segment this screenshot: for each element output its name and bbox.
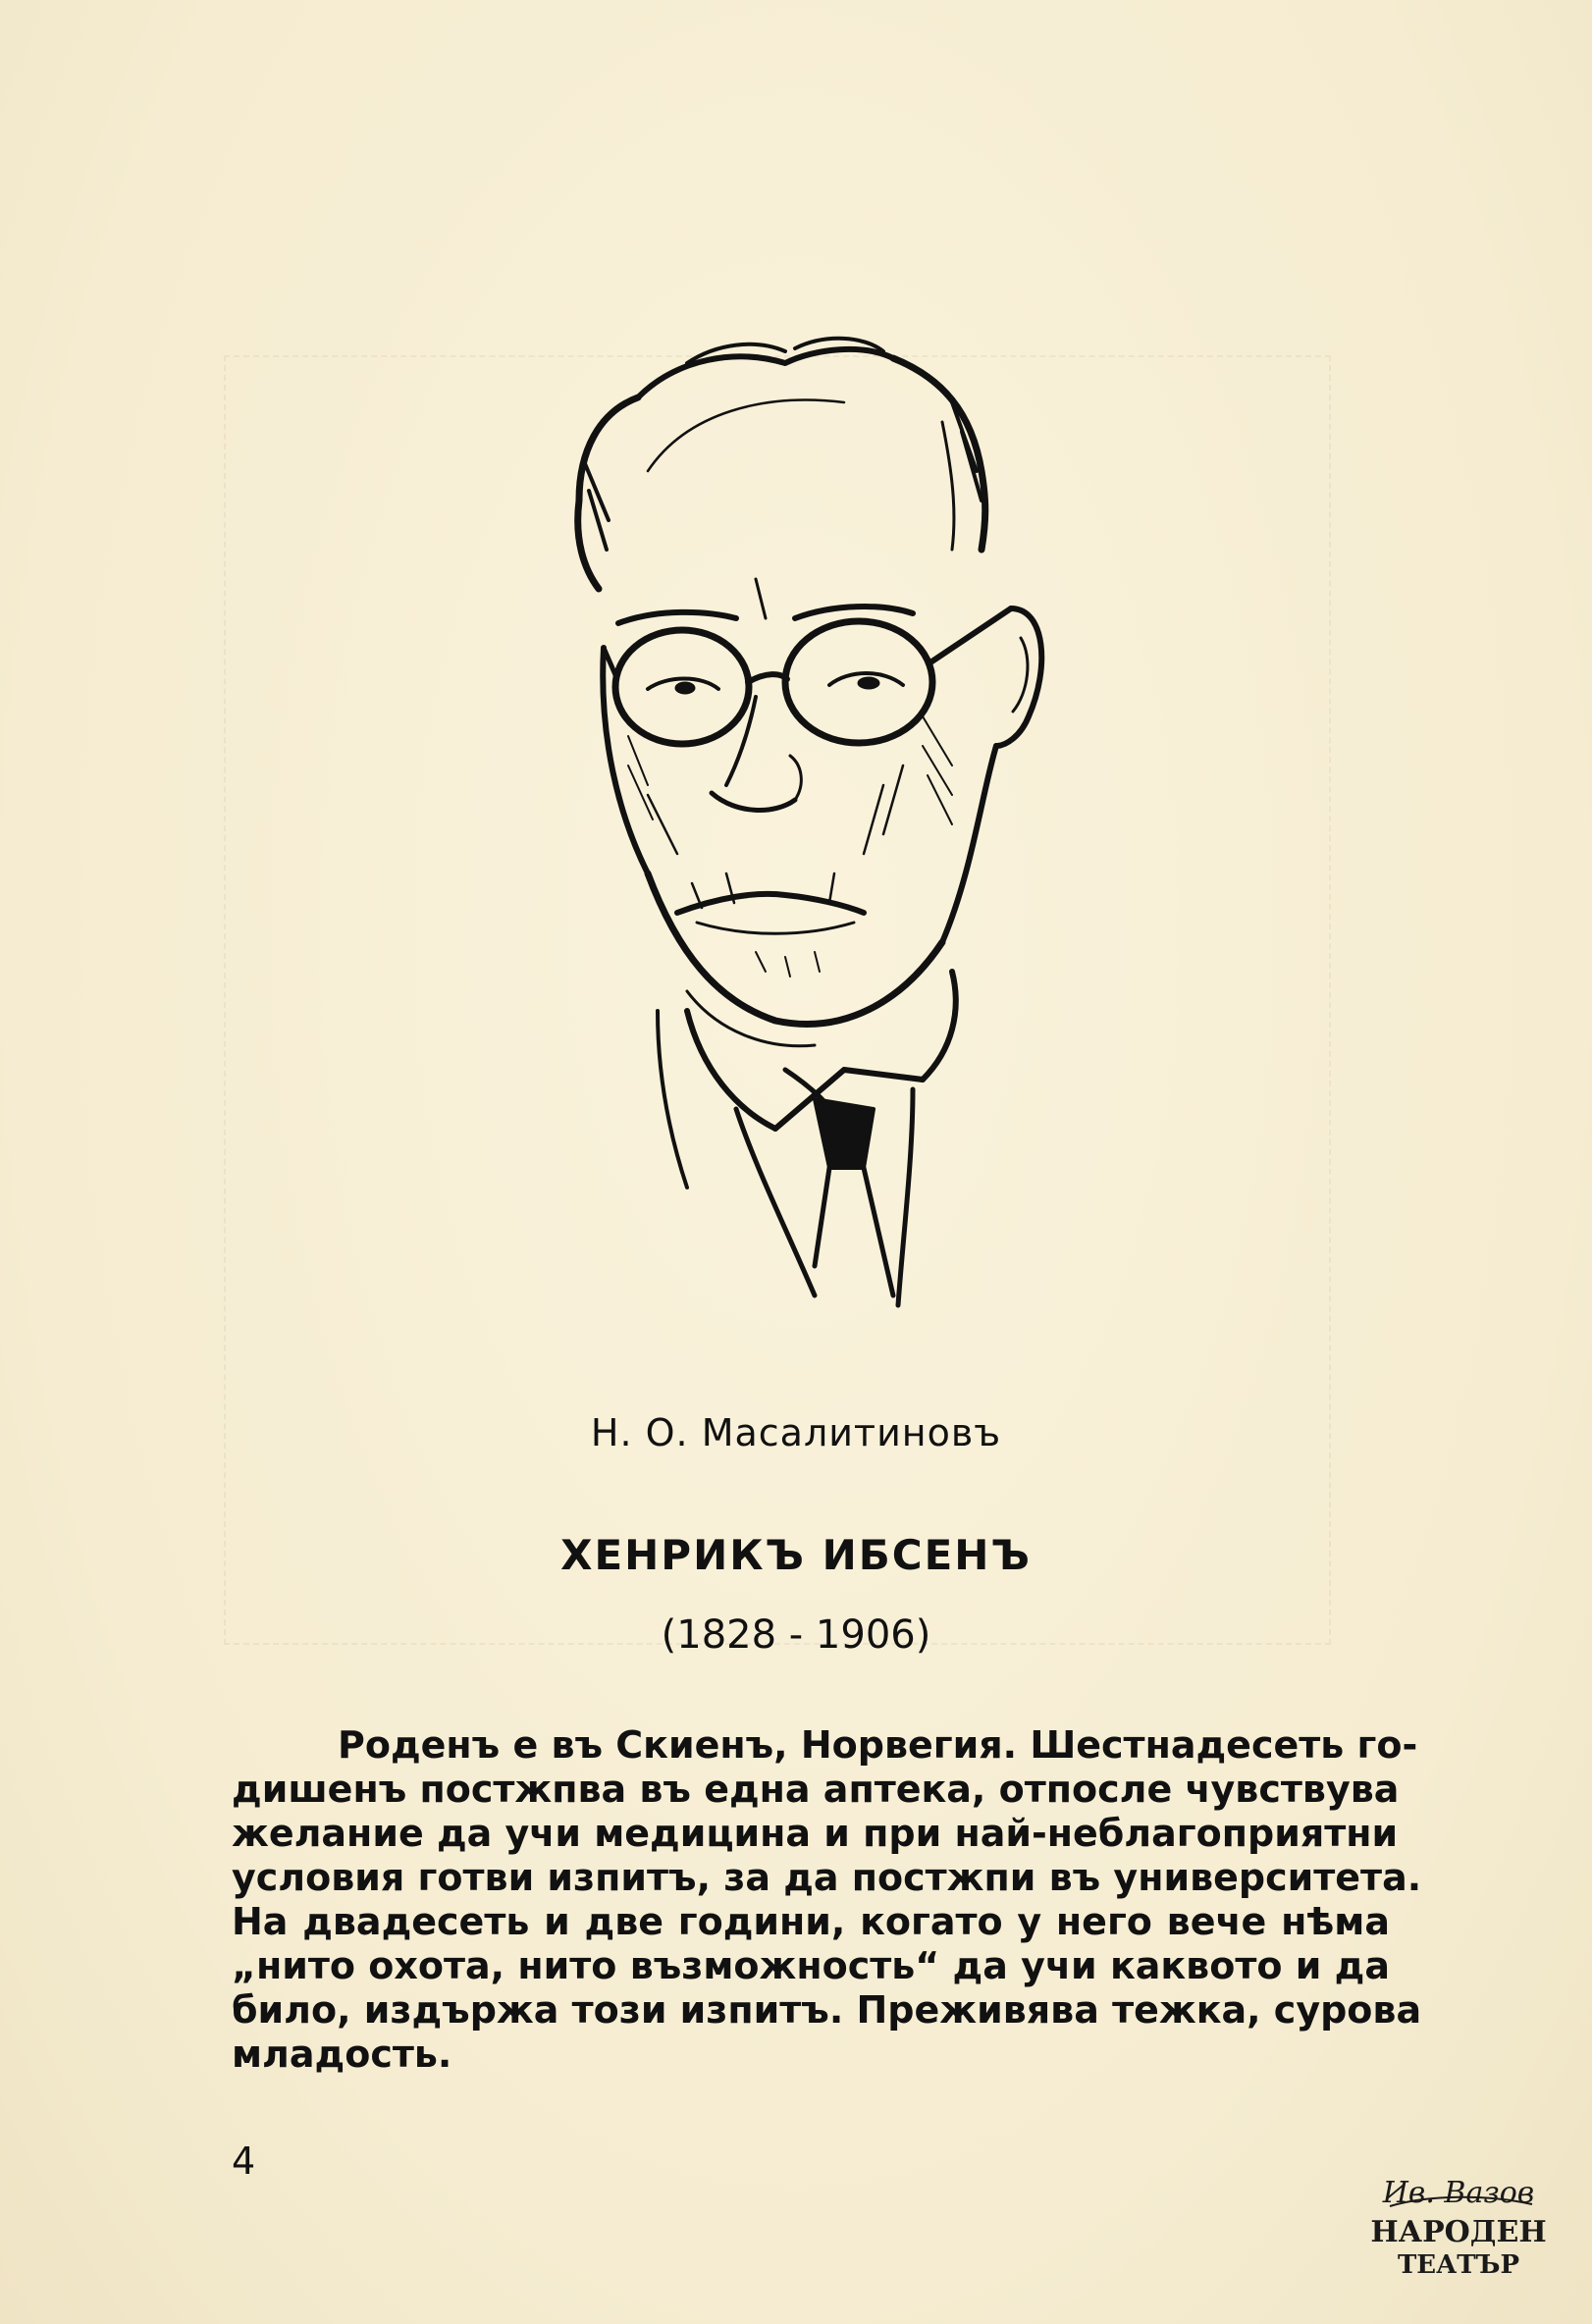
body-line: било, издържа този изпитъ. Преживява тежка, сурова: [232, 1988, 1422, 2032]
body-line: На двадесеть и две години, когато у него вече нѣма: [232, 1900, 1390, 1943]
body-line: „нито охота, нито възможность“ да учи каквото и да: [232, 1944, 1390, 1987]
stamp-line-1: НАРОДЕН: [1370, 2215, 1547, 2249]
illustrator-caption: Н. О. Масалитиновъ: [590, 1411, 1002, 1454]
theatre-logo-stamp: [1370, 2165, 1547, 2283]
body-line: младость.: [232, 2033, 452, 2076]
body-line: желание да учи медицина и при най-неблагоприятни: [232, 1812, 1399, 1855]
page-number: 4: [232, 2139, 256, 2183]
stamp-signature: Ив. Вазов: [1382, 2176, 1535, 2210]
stamp-line-2: ТЕАТЪР: [1397, 2250, 1520, 2280]
article-title: ХЕНРИКЪ ИБСЕНЪ: [560, 1531, 1032, 1579]
body-line: дишенъ постжпва въ една аптека, отпосле чувствува: [232, 1768, 1400, 1811]
body-line: Роденъ е въ Скиенъ, Норвегия. Шестнадесеть го-: [338, 1723, 1418, 1767]
lifespan-dates: (1828 - 1906): [661, 1612, 931, 1658]
portrait-illustration: [491, 324, 1119, 1315]
body-line: условия готви изпитъ, за да постжпи въ университета.: [232, 1856, 1422, 1899]
body-paragraph: [232, 1723, 1422, 2077]
